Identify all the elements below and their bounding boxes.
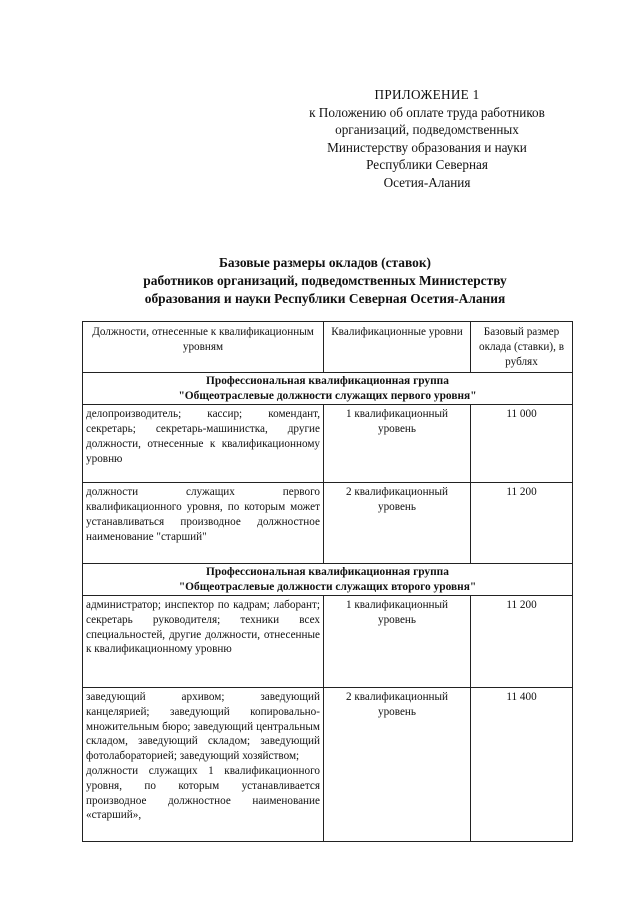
positions-text: делопроизводитель; кассир; комендант, секретарь; секретарь-машинистка, другие должности, отнесенные к квалификационному уровню <box>86 408 320 465</box>
appendix-header <box>282 86 572 192</box>
appendix-line: Министерству образования и науки <box>327 139 527 155</box>
level-cell: 2 квалификационный уровень <box>324 483 471 564</box>
positions-text: должности служащих первого квалификационного уровня, по которым может устанавливаться производное должностное наименование "старший" <box>86 486 320 543</box>
group-header-row <box>83 373 573 405</box>
level-cell: 2 квалификационный уровень <box>324 688 471 842</box>
table-row <box>83 596 573 688</box>
appendix-title: ПРИЛОЖЕНИЕ 1 <box>374 87 480 102</box>
document-title-line: работников организаций, подведомственных Министерству <box>143 273 507 288</box>
document-title <box>90 254 560 308</box>
salary-cell: 11 000 <box>471 405 573 483</box>
table-row <box>83 483 573 564</box>
positions-text: заведующий архивом; заведующий канцелярией; заведующий копировально-множительным бюро; заведующий центральным складом, заведующий складом; заведующий фотолабораторией; заведующий хозяйством; <box>86 691 320 763</box>
salary-cell: 11 200 <box>471 596 573 688</box>
column-header-salary: Базовый размер оклада (ставки), в рублях <box>471 322 573 373</box>
document-title-line: образования и науки Республики Северная Осетия-Алания <box>144 291 506 306</box>
salary-cell: 11 200 <box>471 483 573 564</box>
appendix-line: Республики Северная <box>366 157 488 173</box>
group-header-row <box>83 564 573 596</box>
appendix-line: организаций, подведомственных <box>335 122 519 138</box>
level-cell: 1 квалификационный уровень <box>324 596 471 688</box>
appendix-line: Осетия-Алания <box>383 174 471 190</box>
column-header-positions: Должности, отнесенные к квалификационным уровням <box>83 322 324 373</box>
document-title-line: Базовые размеры окладов (ставок) <box>218 255 432 270</box>
positions-text: администратор; инспектор по кадрам; лаборант; секретарь руководителя; техники всех специальностей, другие должности, отнесенные к квалификационному уровню <box>86 599 320 656</box>
positions-cell <box>83 405 324 483</box>
table-header-row <box>83 322 573 373</box>
group-title-line: Профессиональная квалификационная группа <box>206 375 449 388</box>
appendix-line: к Положению об оплате труда работников <box>309 104 545 120</box>
column-header-levels: Квалификационные уровни <box>324 322 471 373</box>
group-title-line: "Общеотраслевые должности служащих первого уровня" <box>178 389 477 402</box>
group-title <box>83 564 573 596</box>
group-title-line: Профессиональная квалификационная группа <box>206 566 449 579</box>
positions-cell <box>83 596 324 688</box>
positions-cell <box>83 483 324 564</box>
positions-cell <box>83 688 324 842</box>
level-cell: 1 квалификационный уровень <box>324 405 471 483</box>
positions-text: должности служащих 1 квалификационного уровня, по которым устанавливается производное должностное наименование «старший», <box>86 765 320 822</box>
group-title <box>83 373 573 405</box>
salary-table <box>82 321 573 842</box>
group-title-line: "Общеотраслевые должности служащих второго уровня" <box>178 580 477 593</box>
table-row <box>83 688 573 842</box>
salary-cell: 11 400 <box>471 688 573 842</box>
table-row <box>83 405 573 483</box>
